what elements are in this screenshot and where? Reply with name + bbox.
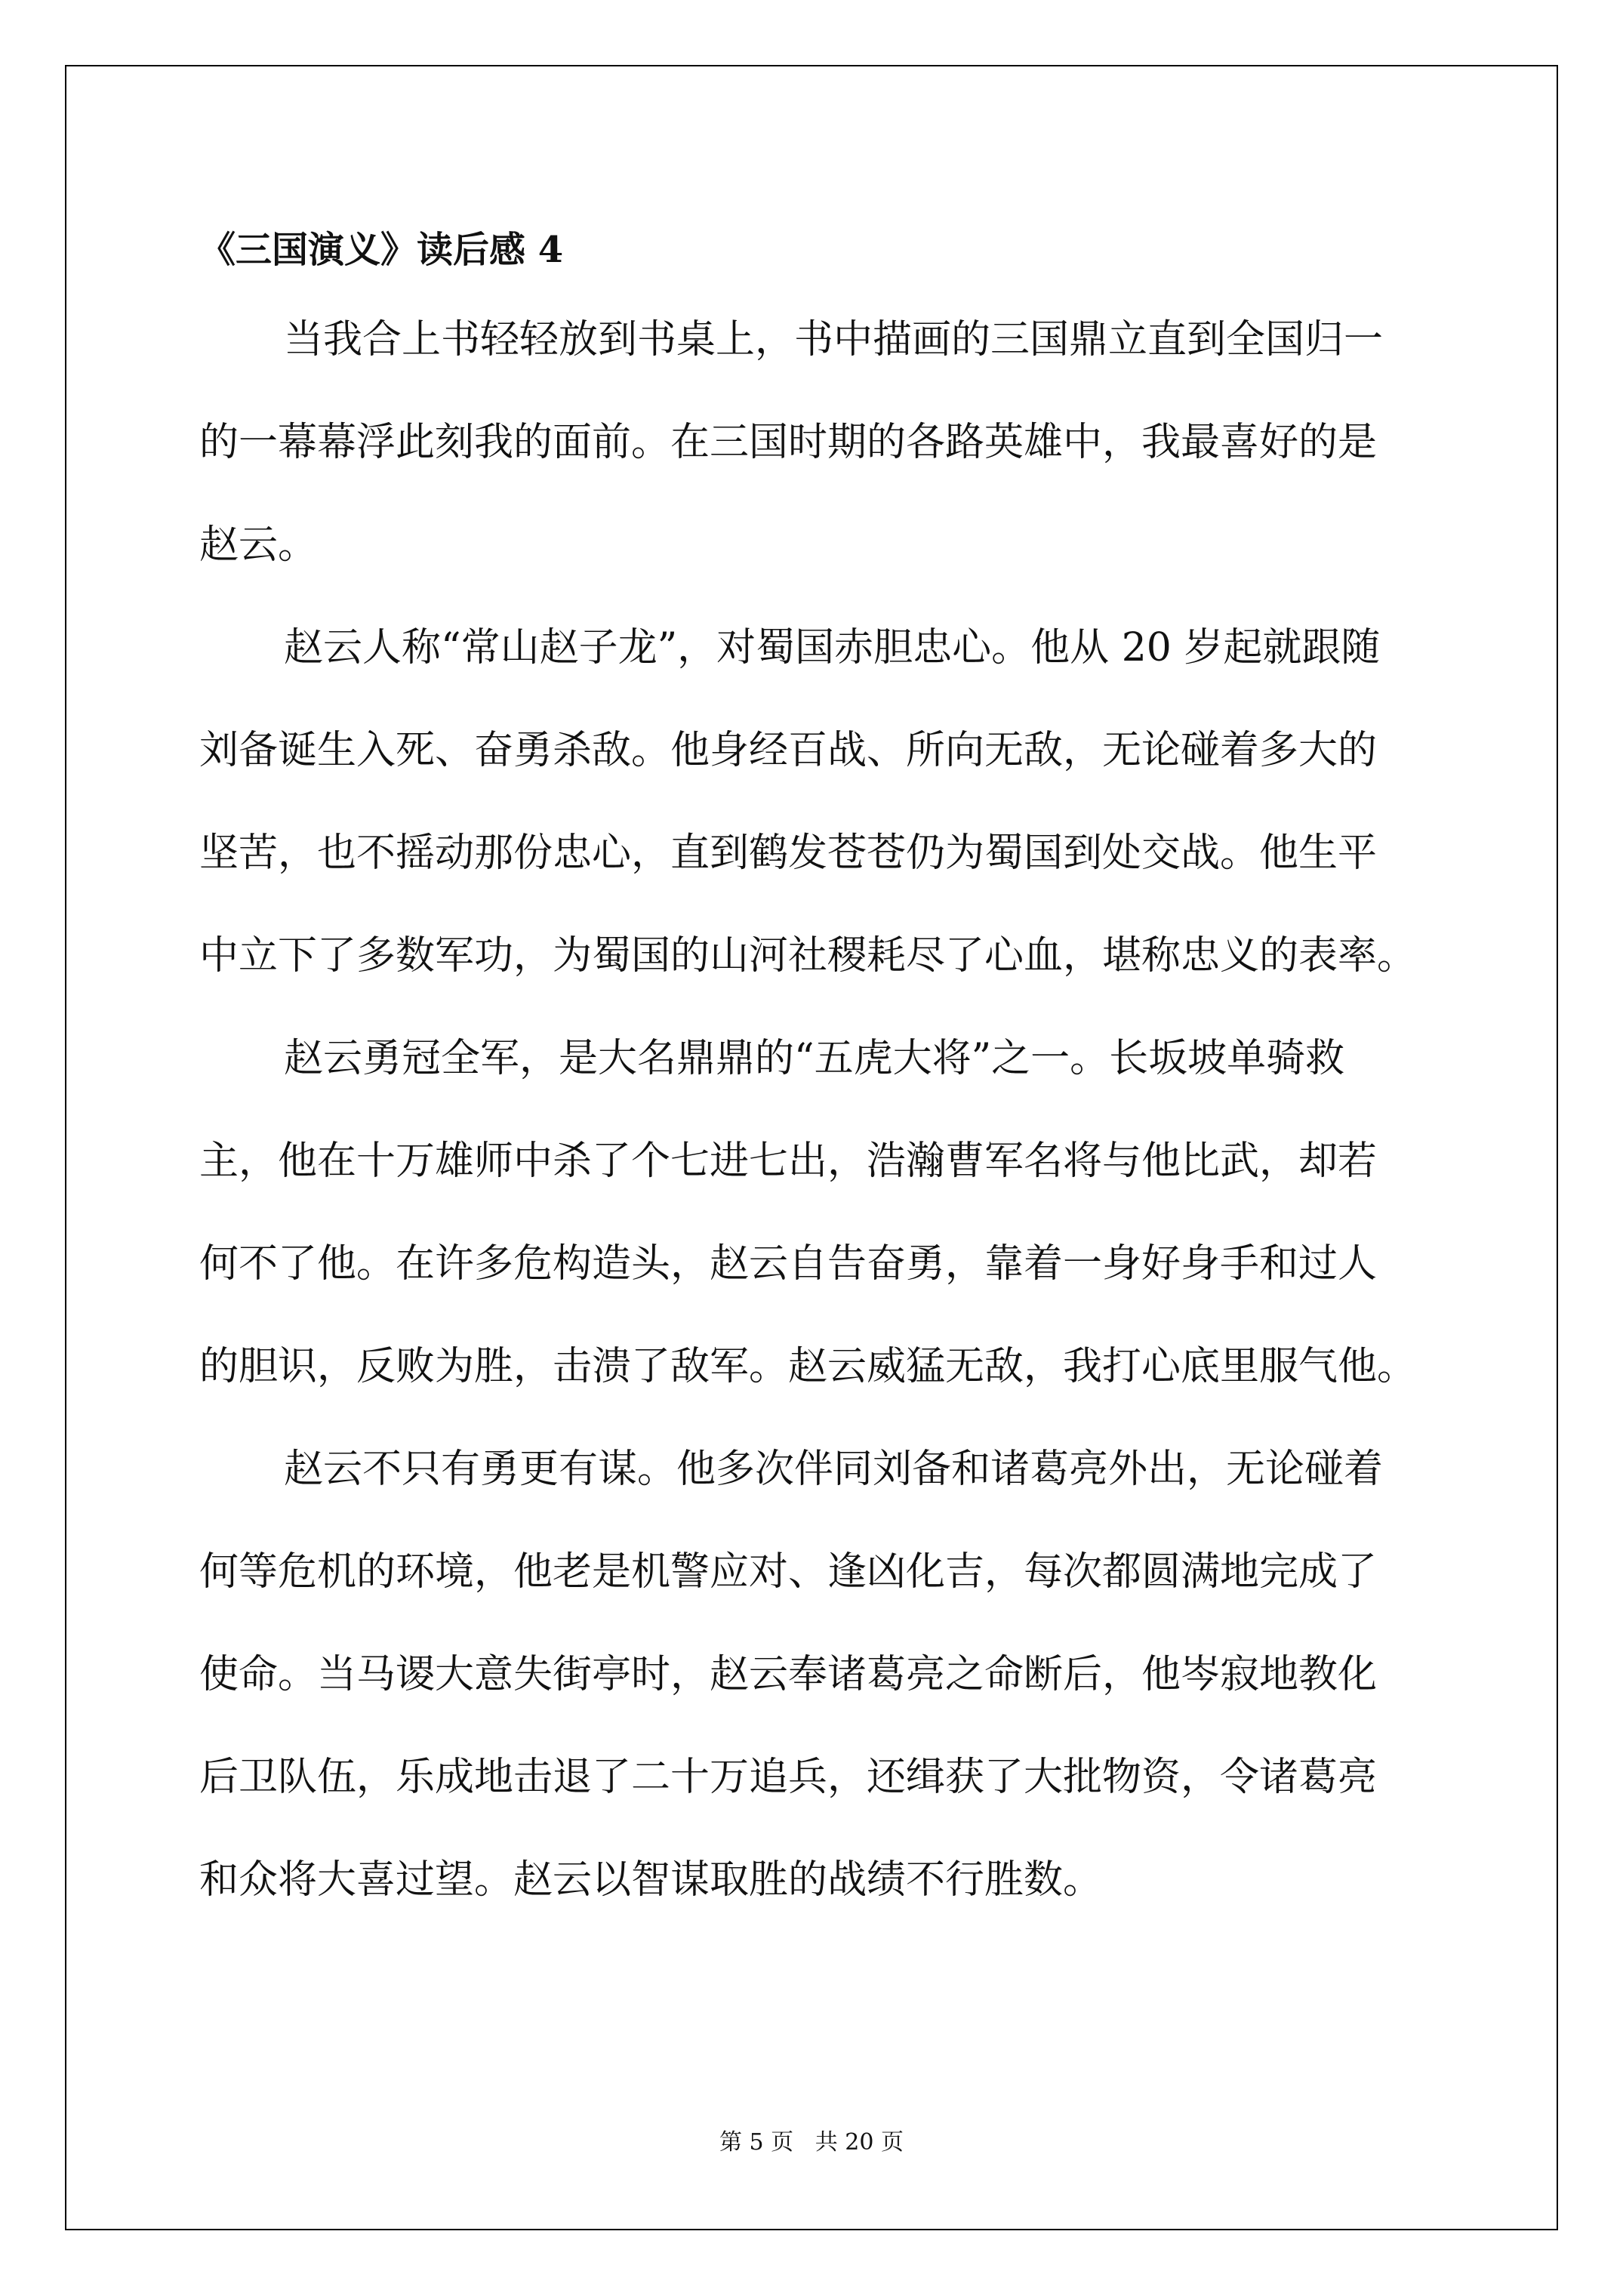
paragraph-3 xyxy=(199,1007,1437,1418)
text-line: 赵云不只有勇更有谋。他多次伴同刘备和诸葛亮外出，无论碰着 xyxy=(284,1447,1384,1492)
text-line: 赵云。 xyxy=(199,522,318,568)
text-line: 当我合上书轻轻放到书桌上，书中描画的三国鼎立直到全国归一 xyxy=(284,317,1384,362)
text-line: 赵云勇冠全军，是大名鼎鼎的“五虎大将”之一。长坂坡单骑救 xyxy=(284,1036,1345,1081)
document-body xyxy=(199,211,1437,1931)
text-line: 的一幕幕浮此刻我的面前。在三国时期的各路英雄中，我最喜好的是 xyxy=(199,420,1378,465)
document-title: 《三国演义》读后感 4 xyxy=(199,229,564,271)
paragraph-1 xyxy=(199,288,1437,596)
page-number: 第 5 页 共 20 页 xyxy=(719,2129,904,2156)
paragraph-4 xyxy=(199,1418,1437,1931)
text-line: 何等危机的环境，他老是机警应对、逢凶化吉，每次都圆满地完成了 xyxy=(199,1549,1378,1595)
text-line: 何不了他。在许多危构造头，赵云自告奋勇，靠着一身好身手和过人 xyxy=(199,1241,1378,1287)
text-line: 和众将大喜过望。赵云以智谋取胜的战绩不行胜数。 xyxy=(199,1857,1103,1903)
text-line: 的胆识，反败为胜，击溃了敌军。赵云威猛无敌，我打心底里服气他。 xyxy=(199,1344,1417,1389)
paragraph-2 xyxy=(199,596,1437,1007)
text-line: 刘备诞生入死、奋勇杀敌。他身经百战、所向无敌，无论碰着多大的 xyxy=(199,728,1378,773)
text-line: 后卫队伍，乐成地击退了二十万追兵，还缉获了大批物资，令诸葛亮 xyxy=(199,1755,1378,1800)
text-line: 使命。当马谡大意失街亭时，赵云奉诸葛亮之命断后，他岑寂地教化 xyxy=(199,1652,1378,1697)
text-line: 坚苦，也不摇动那份忠心，直到鹤发苍苍仍为蜀国到处交战。他生平 xyxy=(199,831,1378,876)
text-line: 主，他在十万雄师中杀了个七进七出，浩瀚曹军名将与他比武，却若 xyxy=(199,1139,1378,1184)
text-line: 中立下了多数军功，为蜀国的山河社稷耗尽了心血，堪称忠义的表率。 xyxy=(199,933,1417,978)
text-line: 赵云人称“常山赵子龙”，对蜀国赤胆忠心。他从 20 岁起就跟随 xyxy=(284,625,1381,670)
